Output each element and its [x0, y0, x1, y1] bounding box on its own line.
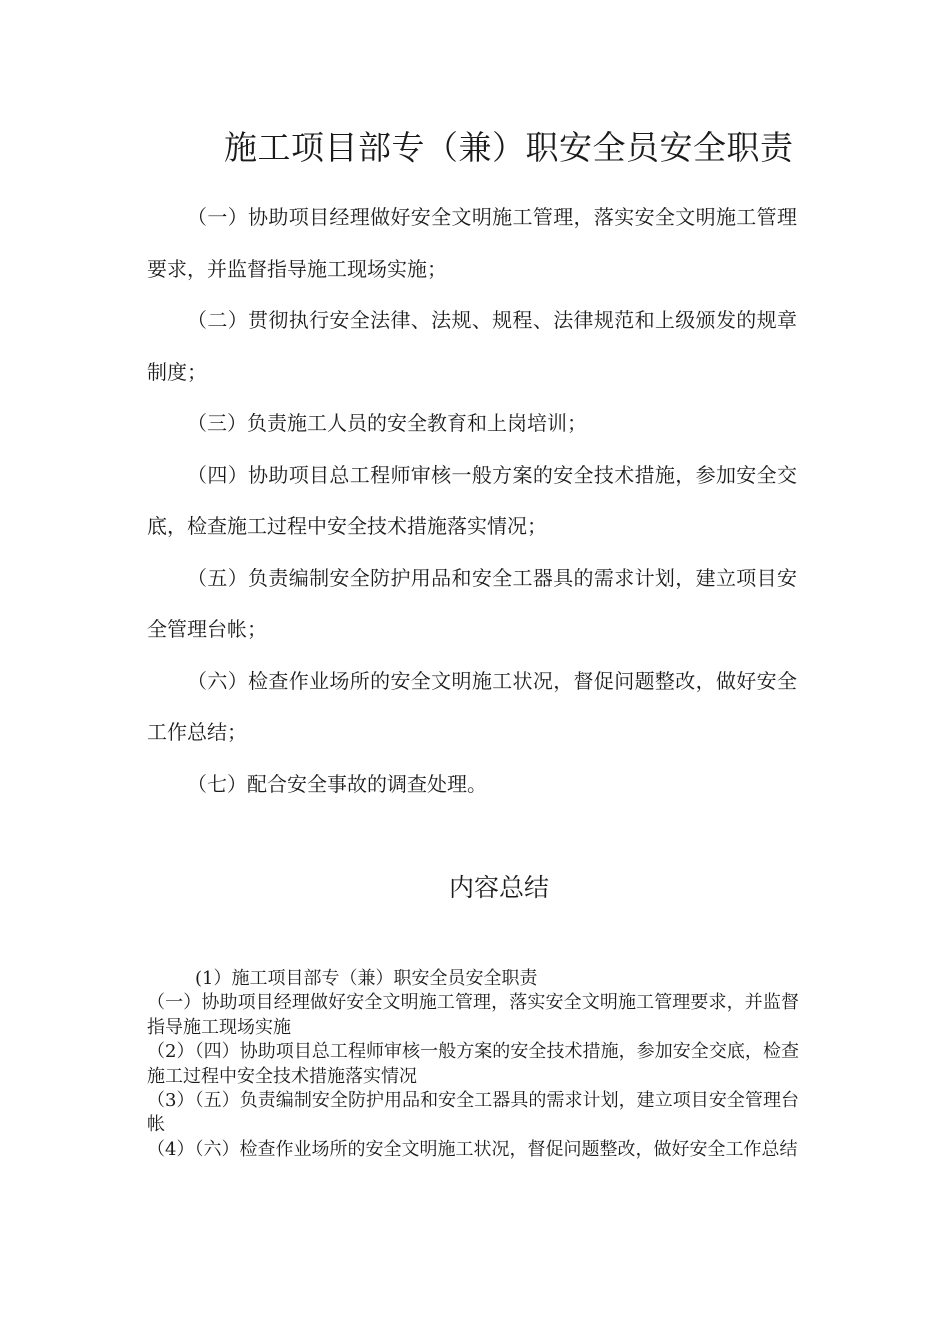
summary-first-line: (1）施工项目部专（兼）职安全员安全职责	[195, 968, 538, 989]
document-body	[147, 192, 797, 810]
duty-paragraph-4: （四）协助项目总工程师审核一般方案的安全技术措施，参加安全交底，检查施工过程中安全技术措施落实情况；	[147, 462, 797, 538]
summary-item-4: （4）（六）检查作业场所的安全文明施工状况，督促问题整改，做好安全工作总结	[147, 1138, 798, 1160]
duty-paragraph-6: （六）检查作业场所的安全文明施工状况，督促问题整改，做好安全工作总结；	[147, 668, 797, 744]
summary-item-3: （3）（五）负责编制安全防护用品和安全工器具的需求计划，建立项目安全管理台帐	[147, 1090, 799, 1136]
summary-title: 内容总结	[449, 873, 550, 902]
duty-paragraph-3: （三）负责施工人员的安全教育和上岗培训；	[187, 411, 587, 435]
summary-item-2: （2）（四）协助项目总工程师审核一般方案的安全技术措施，参加安全交底，检查施工过程中安全技术措施落实情况	[147, 1041, 799, 1087]
summary-body	[147, 967, 799, 1162]
document-title: 施工项目部专（兼）职安全员安全职责	[224, 128, 794, 167]
summary-item-1: （一）协助项目经理做好安全文明施工管理，落实安全文明施工管理要求，并监督指导施工现场实施	[147, 992, 799, 1038]
duty-paragraph-2: （二）贯彻执行安全法律、法规、规程、法律规范和上级颁发的规章制度；	[147, 308, 797, 384]
duty-paragraph-5: （五）负责编制安全防护用品和安全工器具的需求计划，建立项目安全管理台帐；	[147, 565, 797, 641]
duty-paragraph-7: （七）配合安全事故的调查处理。	[187, 771, 487, 796]
duty-paragraph-1: （一）协助项目经理做好安全文明施工管理，落实安全文明施工管理要求，并监督指导施工现场实施；	[147, 205, 797, 281]
